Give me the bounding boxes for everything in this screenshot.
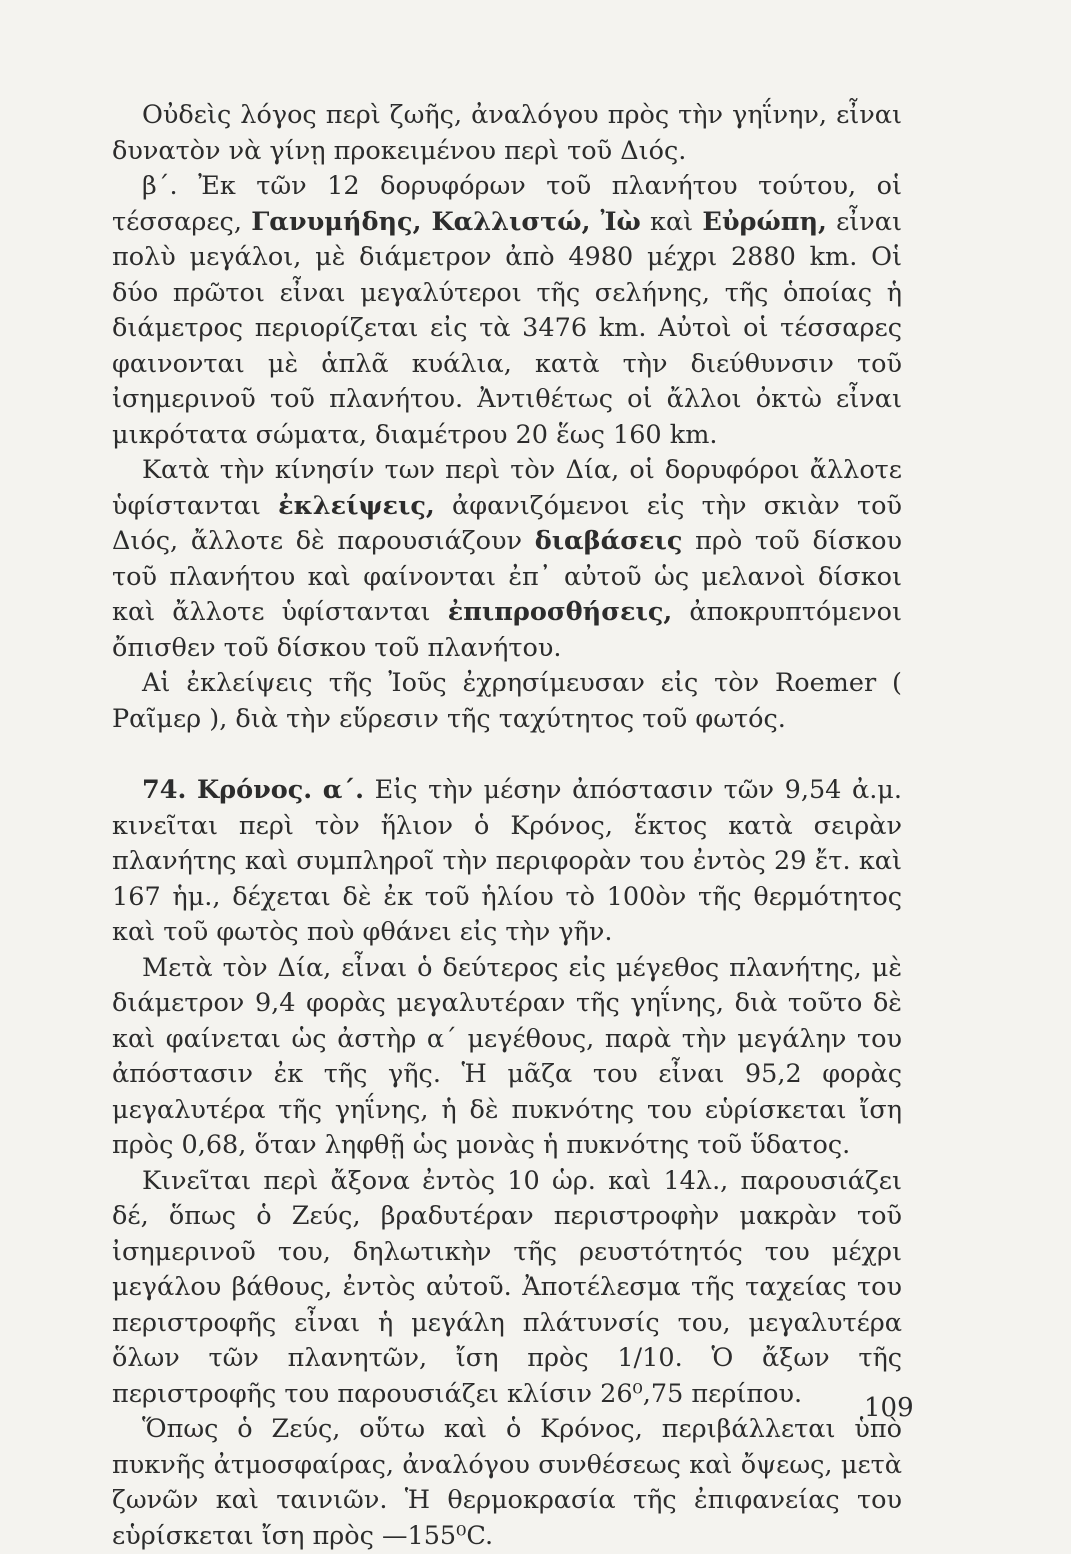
paragraph-satellites	[112, 169, 902, 453]
section-number: 74.	[142, 775, 187, 805]
satellite-names-bold: Γανυμήδης, Καλλιστώ, Ἰὼ	[251, 206, 641, 237]
paragraph-satellites-body: εἶναι πολὺ μεγάλοι, μὲ διάμετρον ἀπὸ 4980 μέχρι 2880 km. Οἱ δύο πρῶτοι εἶναι μεγαλύτεροι τῆς σελήνης, τῆς ὁποίας ἡ διάμετρος περιορίζεται εἰς τὰ 3476 km. Αὐτοὶ οἱ τέσσαρες φαινονται μὲ ἁπλᾶ κυάλια, κατὰ τὴν διεύθυνσιν τοῦ ἰσημερινοῦ τοῦ πλανήτου. Ἀντιθέτως οἱ ἄλλοι ὀκτὼ εἶναι μικρότατα σώματα, διαμέτρου 20 ἕως 160 km.	[112, 206, 903, 450]
term-occultations: ἐπιπροσθήσεις,	[447, 597, 673, 627]
paragraph-saturn-orbit	[112, 773, 902, 951]
section-title: Κρόνος.	[196, 775, 313, 805]
paragraph-life-on-jupiter: Οὐδεὶς λόγος περὶ ζωῆς, ἀναλόγου πρὸς τὴν γηΐνην, εἶναι δυνατὸν νὰ γίνῃ προκειμένου περὶ τοῦ Διός.	[112, 100, 902, 166]
term-transits: διαβάσεις	[534, 526, 683, 556]
paragraph-satellites-intro: β΄. Ἐκ τῶν 12 δορυφόρων τοῦ πλανήτου τούτου, οἱ τέσσαρες,	[112, 171, 902, 237]
page-number: 109	[864, 1393, 914, 1423]
paragraph-eclipses-middle-2: πρὸ τοῦ δίσκου τοῦ πλανήτου καὶ φαίνονται ἐπ᾽ αὐτοῦ ὡς μελανοὶ δίσκοι καὶ ἄλλοτε ὑφίστανται	[112, 526, 902, 627]
paragraph-eclipses-intro: Κατὰ τὴν κίνησίν των περὶ τὸν Δία, οἱ δορυφόροι ἄλλοτε ὑφίστανται	[112, 455, 902, 521]
paragraph-roemer: Αἱ ἐκλείψεις τῆς Ἰοῦς ἐχρησίμευσαν εἰς τὸν Roemer ( Ραῖμερ ), διὰ τὴν εὕρεσιν τῆς ταχύτητος τοῦ φωτός.	[112, 668, 902, 734]
paragraph-eclipses	[112, 453, 902, 666]
paragraph-saturn-atmosphere: Ὅπως ὁ Ζεύς, οὕτω καὶ ὁ Κρόνος, περιβάλλεται ὑπὸ πυκνῆς ἀτμοσφαίρας, ἀναλόγου συνθέσεως καὶ ὄψεως, μετὰ ζωνῶν καὶ ταινιῶν. Ἡ θερμοκρασία τῆς ἐπιφανείας του εὑρίσκεται ἴση πρὸς —155⁰C.	[112, 1414, 902, 1551]
paragraph-eclipses-middle: ἀφανιζόμενοι εἰς τὴν σκιὰν τοῦ Διός, ἄλλοτε δὲ παρουσιάζουν	[112, 490, 902, 556]
satellite-europa-bold: Εὐρώπη,	[702, 206, 827, 237]
section-subheading: α΄.	[322, 775, 365, 805]
paragraph-eclipses-end: ἀποκρυπτόμενοι ὄπισθεν τοῦ δίσκου τοῦ πλανήτου.	[112, 597, 903, 663]
term-eclipses: ἐκλείψεις,	[278, 490, 435, 521]
page-body	[112, 98, 902, 1554]
paragraph-saturn-size: Μετὰ τὸν Δία, εἶναι ὁ δεύτερος εἰς μέγεθος πλανήτης, μὲ διάμετρον 9,4 φορὰς μεγαλυτέραν τῆς γηΐνης, διὰ τοῦτο δὲ καὶ φαίνεται ὡς ἀστὴρ α΄ μεγέθους, παρὰ τὴν μεγάλην του ἀπόστασιν ἐκ τῆς γῆς. Ἡ μᾶζα του εἶναι 95,2 φορὰς μεγαλυτέρα τῆς γηΐνης, ἡ δὲ πυκνότης του εὑρίσκεται ἴση πρὸς 0,68, ὅταν ληφθῇ ὡς μονὰς ἡ πυκνότης τοῦ ὕδατος.	[112, 952, 902, 1160]
paragraph-saturn-rotation: Κινεῖται περὶ ἄξονα ἐντὸς 10 ὡρ. καὶ 14λ., παρουσιάζει δέ, ὅπως ὁ Ζεύς, βραδυτέραν περιστροφὴν μακρὰν τοῦ ἰσημερινοῦ του, δηλωτικὴν τῆς ρευστότητός του μέχρι μεγάλου βάθους, ἐντὸς αὐτοῦ. Ἀποτέλεσμα τῆς ταχείας του περιστροφῆς εἶναι ἡ μεγάλη πλάτυνσίς του, μεγαλυτέρα ὅλων τῶν πλανητῶν, ἴση πρὸς 1/10. Ὁ ἄξων τῆς περιστροφῆς του παρουσιάζει κλίσιν 26⁰,75 περίπου.	[112, 1165, 902, 1409]
paragraph-saturn-orbit-text: Εἰς τὴν μέσην ἀπόστασιν τῶν 9,54 ἀ.μ. κινεῖται περὶ τὸν ἥλιον ὁ Κρόνος, ἕκτος κατὰ σειρὰν πλανήτης καὶ συμπληροῖ τὴν περιφορὰν του ἐντὸς 29 ἔτ. καὶ 167 ἡμ., δέχεται δὲ ἐκ τοῦ ἡλίου τὸ 100ὸν τῆς θερμότητος καὶ τοῦ φωτὸς ποὺ φθάνει εἰς τὴν γῆν.	[112, 775, 902, 947]
paragraph-satellites-and: καὶ	[650, 206, 694, 237]
